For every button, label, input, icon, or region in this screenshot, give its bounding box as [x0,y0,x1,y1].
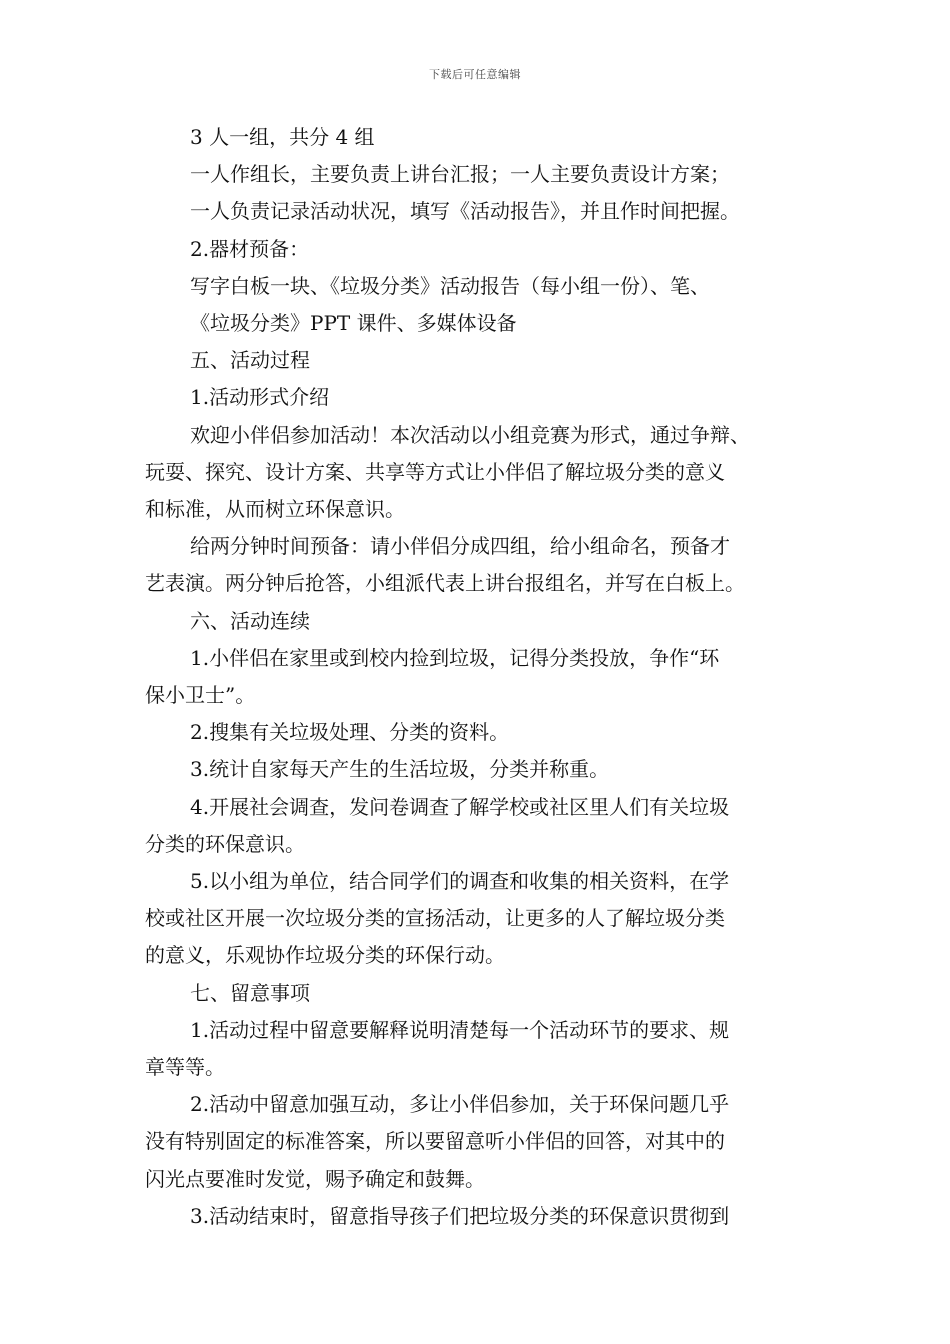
text-line-2: 一人作组长，主要负责上讲台汇报；一人主要负责设计方案； [190,162,730,187]
text-line-10: 玩耍、探究、设计方案、共享等方式让小伴侣了解垃圾分类的意义 [145,459,725,484]
text-line-29: 闪光点要准时发觉，赐予确定和鼓舞。 [145,1166,485,1191]
text-line-21: 5.以小组为单位，结合同学们的调查和收集的相关资料，在学 [190,869,730,894]
text-line-4: 2.器材预备： [190,236,310,261]
text-line-30: 3.活动结束时，留意指导孩子们把垃圾分类的环保意识贯彻到 [190,1203,730,1228]
document-body [145,119,810,1235]
text-line-12: 给两分钟时间预备：请小伴侣分成四组，给小组命名，预备才 [190,534,730,559]
text-line-17: 2.搜集有关垃圾处理、分类的资料。 [190,720,510,745]
text-line-23: 的意义，乐观协作垃圾分类的环保行动。 [145,943,505,968]
text-line-25: 1.活动过程中留意要解释说明清楚每一个活动环节的要求、规 [190,1017,730,1042]
text-line-27: 2.活动中留意加强互动，多让小伴侣参加，关于环保问题几乎 [190,1092,730,1117]
text-line-3: 一人负责记录活动状况，填写《活动报告》，并且作时间把握。 [190,199,740,224]
text-line-16: 保小卫士”。 [145,683,256,708]
text-line-19: 4.开展社会调查，发问卷调查了解学校或社区里人们有关垃圾 [190,794,730,819]
section-heading-5: 五、活动过程 [190,348,310,373]
section-heading-7: 七、留意事项 [190,980,310,1005]
text-line-8: 1.活动形式介绍 [190,385,330,410]
text-line-15: 1.小伴侣在家里或到校内捡到垃圾，记得分类投放，争作“环 [190,645,720,670]
text-line-22: 校或社区开展一次垃圾分类的宣扬活动，让更多的人了解垃圾分类 [145,906,725,931]
text-line-20: 分类的环保意识。 [145,831,305,856]
text-line-5: 写字白板一块、《垃圾分类》活动报告（每小组一份）、笔、 [190,273,710,298]
text-line-9: 欢迎小伴侣参加活动！本次活动以小组竞赛为形式，通过争辩、 [190,422,750,447]
section-heading-6: 六、活动连续 [190,608,310,633]
text-line-11: 和标准，从而树立环保意识。 [145,497,405,522]
text-line-6: 《垃圾分类》PPT 课件、多媒体设备 [190,311,517,336]
page-header-note: 下载后可任意编辑 [429,68,521,81]
text-line-26: 章等等。 [145,1055,225,1080]
text-line-28: 没有特别固定的标准答案，所以要留意听小伴侣的回答，对其中的 [145,1129,725,1154]
text-line-18: 3.统计自家每天产生的生活垃圾，分类并称重。 [190,757,610,782]
text-line-1: 3 人一组，共分 4 组 [190,125,375,149]
text-line-13: 艺表演。两分钟后抢答，小组派代表上讲台报组名，并写在白板上。 [145,571,745,596]
